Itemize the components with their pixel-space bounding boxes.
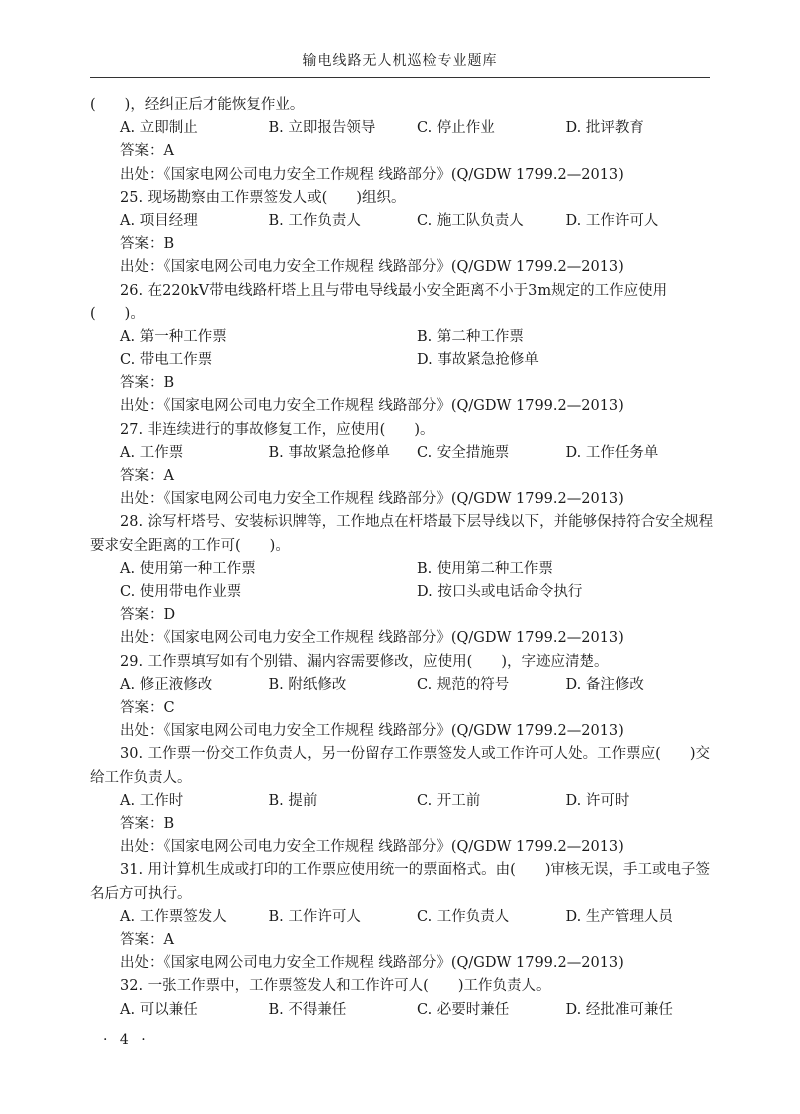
option-a: A. 工作时 (120, 792, 184, 809)
option-c: C. 使用带电作业票 (120, 584, 242, 601)
option-c: C. 工作负责人 (417, 908, 510, 925)
option-a: A. 项目经理 (120, 212, 198, 229)
question-text: 26. 在220kV带电线路杆塔上且与带电导线最小安全距离不小于3m规定的工作应使用( )。 (90, 282, 668, 322)
option-a: A. 工作票签发人 (120, 908, 227, 925)
option-b: B. 立即报告领导 (268, 120, 376, 137)
option-d: D. 许可时 (565, 792, 630, 809)
option-d: D. 按口头或电话命令执行 (417, 584, 583, 601)
option-d: D. 工作许可人 (565, 212, 659, 229)
option-b: B. 第二种工作票 (417, 328, 524, 345)
option-a: A. 可以兼任 (120, 1001, 198, 1018)
options-row (90, 906, 714, 929)
options-row (90, 349, 714, 372)
question-text: 32. 一张工作票中，工作票签发人和工作许可人( )工作负责人。 (120, 978, 551, 995)
answer: 答案：B (120, 815, 175, 832)
source: 出处：《国家电网公司电力安全工作规程 线路部分》(Q/GDW 1799.2—2013) (120, 839, 624, 856)
option-d: D. 批评教育 (565, 120, 644, 137)
option-b: B. 使用第二种工作票 (417, 560, 553, 577)
options-row (90, 117, 714, 140)
option-a: A. 修正液修改 (120, 676, 213, 693)
options-row (90, 581, 714, 604)
option-d: D. 工作任务单 (565, 444, 659, 461)
answer: 答案：A (120, 931, 174, 948)
options-row (90, 999, 714, 1022)
source: 出处：《国家电网公司电力安全工作规程 线路部分》(Q/GDW 1799.2—2013) (120, 259, 624, 276)
question-text: 25. 现场勘察由工作票签发人或( )组织。 (120, 189, 406, 206)
answer: 答案：B (120, 375, 175, 392)
source: 出处：《国家电网公司电力安全工作规程 线路部分》(Q/GDW 1799.2—2013) (120, 166, 624, 183)
answer: 答案：C (120, 699, 175, 716)
header-divider (90, 77, 710, 78)
answer: 答案：A (120, 143, 174, 160)
option-b: B. 工作负责人 (268, 212, 361, 229)
options-row (90, 326, 714, 349)
option-b: B. 工作许可人 (268, 908, 361, 925)
option-d: D. 生产管理人员 (565, 908, 673, 925)
options-row (90, 790, 714, 813)
option-c: C. 停止作业 (417, 120, 495, 137)
option-c: C. 施工队负责人 (417, 212, 524, 229)
option-c: C. 带电工作票 (120, 352, 213, 369)
option-c: C. 必要时兼任 (417, 1001, 510, 1018)
question-text: 31. 用计算机生成或打印的工作票应使用统一的票面格式。由( )审核无误，手工或电子签名后方可执行。 (90, 862, 710, 902)
source: 出处：《国家电网公司电力安全工作规程 线路部分》(Q/GDW 1799.2—2013) (120, 398, 624, 415)
option-c: C. 规范的符号 (417, 676, 510, 693)
option-b: B. 事故紧急抢修单 (268, 444, 390, 461)
page-number: · 4 · (103, 1032, 150, 1048)
source: 出处：《国家电网公司电力安全工作规程 线路部分》(Q/GDW 1799.2—2013) (120, 491, 624, 508)
question-continuation: ( )，经纠正后才能恢复作业。 (90, 97, 305, 113)
source: 出处：《国家电网公司电力安全工作规程 线路部分》(Q/GDW 1799.2—2013) (120, 723, 624, 740)
answer: 答案：D (120, 607, 176, 624)
options-row (90, 442, 714, 465)
option-a: A. 工作票 (120, 444, 184, 461)
option-b: B. 附纸修改 (268, 676, 347, 693)
running-header: 输电线路无人机巡检专业题库 (302, 53, 498, 69)
answer: 答案：A (120, 468, 174, 485)
question-list (90, 94, 714, 1022)
option-c: C. 安全措施票 (417, 444, 510, 461)
option-b: B. 不得兼任 (268, 1001, 347, 1018)
option-a: A. 立即制止 (120, 120, 198, 137)
option-b: B. 提前 (268, 792, 318, 809)
option-d: D. 经批准可兼任 (565, 1001, 673, 1018)
option-a: A. 第一种工作票 (120, 328, 227, 345)
option-d: D. 事故紧急抢修单 (417, 352, 539, 369)
option-c: C. 开工前 (417, 792, 481, 809)
options-row (90, 674, 714, 697)
options-row (90, 210, 714, 233)
question-text: 28. 涂写杆塔号、安装标识牌等，工作地点在杆塔最下层导线以下，并能够保持符合安全规程要求安全距离的工作可( )。 (90, 514, 714, 554)
question-text: 30. 工作票一份交工作负责人，另一份留存工作票签发人或工作许可人处。工作票应( )交给工作负责人。 (90, 746, 710, 786)
question-text: 27. 非连续进行的事故修复工作，应使用( )。 (120, 421, 435, 438)
option-d: D. 备注修改 (565, 676, 644, 693)
question-text: 29. 工作票填写如有个别错、漏内容需要修改，应使用( )，字迹应清楚。 (120, 653, 609, 670)
options-row (90, 558, 714, 581)
source: 出处：《国家电网公司电力安全工作规程 线路部分》(Q/GDW 1799.2—2013) (120, 630, 624, 647)
source: 出处：《国家电网公司电力安全工作规程 线路部分》(Q/GDW 1799.2—2013) (120, 955, 624, 972)
answer: 答案：B (120, 236, 175, 253)
option-a: A. 使用第一种工作票 (120, 560, 256, 577)
